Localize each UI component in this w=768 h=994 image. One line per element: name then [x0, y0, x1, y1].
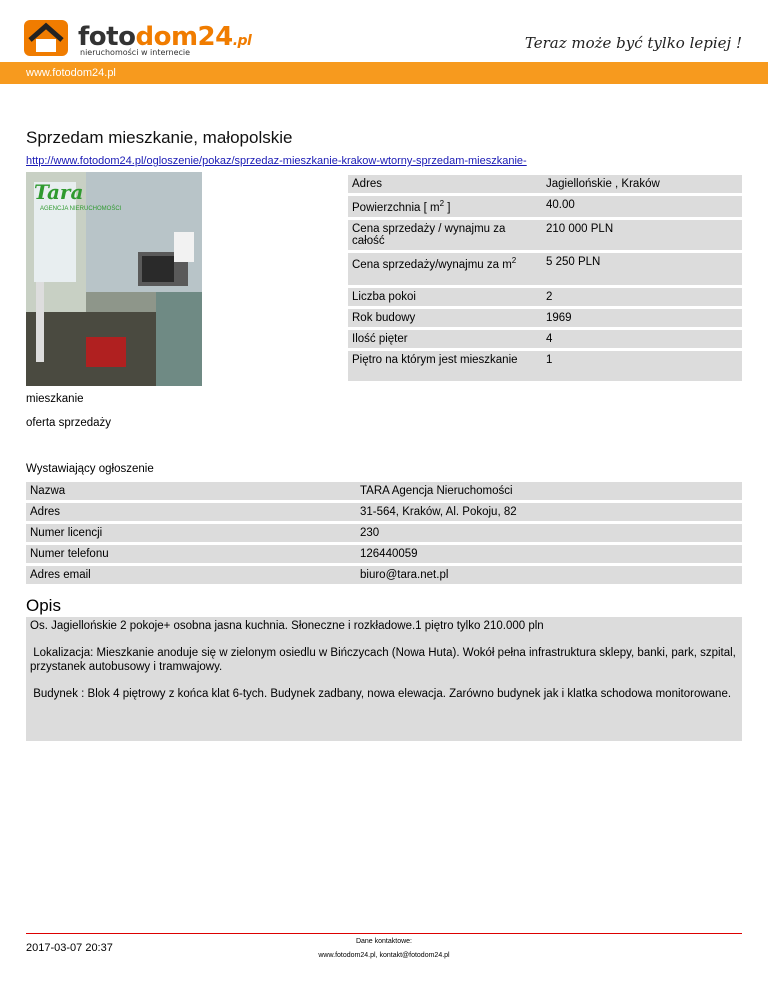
prop-label: Rok budowy — [348, 309, 542, 327]
table-row — [26, 524, 742, 542]
description-paragraph: Lokalizacja: Mieszkanie anoduje się w zielonym osiedlu w Bińczycach (Nowa Huta). Wokół pełna infrastruktura sklepy, banki, park, szpital, przystanek autobusowy i tramwajowy. — [30, 647, 740, 673]
prop-value: 4 — [542, 330, 742, 348]
photo-watermark-sub: AGENCJA NIERUCHOMOŚCI — [40, 206, 122, 212]
table-row — [26, 482, 742, 500]
table-row — [348, 175, 742, 193]
prop-label: Piętro na którym jest mieszkanie — [348, 351, 542, 381]
agent-label: Adres email — [26, 566, 356, 584]
prop-label: Powierzchnia [ $m^2$ ] — [348, 196, 542, 217]
prop-value: 2 — [542, 288, 742, 306]
table-row — [26, 566, 742, 584]
offer-type: oferta sprzedaży — [26, 417, 112, 429]
logo-wordmark: fotodom24.pl — [78, 22, 252, 52]
prop-value: 210 000 PLN — [542, 220, 742, 250]
description-heading: Opis — [26, 596, 61, 615]
description-paragraph: Os. Jagiellońskie 2 pokoje+ osobna jasna kuchnia. Słoneczne i rozkładowe.1 piętro tylko 210.000 pln — [30, 620, 544, 632]
listing-title: Sprzedam mieszkanie, małopolskie — [26, 128, 293, 147]
tagline: Teraz może być tylko lepiej ! — [524, 34, 742, 52]
agent-value: 31-564, Kraków, Al. Pokoju, 82 — [356, 503, 742, 521]
site-bar — [0, 62, 768, 84]
prop-label: Cena sprzedaży/wynajmu za $m^2$ — [348, 253, 542, 285]
prop-value: 1 — [542, 351, 742, 381]
table-row — [348, 351, 742, 381]
house-logo-icon — [24, 18, 70, 58]
prop-value: 40.00 — [542, 196, 742, 217]
table-row — [26, 545, 742, 563]
property-details-table — [348, 172, 742, 384]
description-paragraph: Budynek : Blok 4 piętrowy z końca klat 6-tych. Budynek zadbany, nowa elewacja. Zarówno budynek jak i klatka schodowa monitorowane. — [30, 688, 732, 700]
table-row — [348, 330, 742, 348]
description-box — [26, 617, 742, 741]
photo-watermark: Tara — [34, 180, 84, 204]
table-row — [348, 196, 742, 217]
table-row — [348, 288, 742, 306]
prop-label: Ilość pięter — [348, 330, 542, 348]
agent-label: Numer telefonu — [26, 545, 356, 563]
kitchen-photo-illustration — [26, 172, 202, 386]
agent-value[interactable]: 126440059 — [356, 545, 742, 563]
prop-label: Liczba pokoi — [348, 288, 542, 306]
agent-table — [26, 479, 742, 587]
prop-value: Jagiellońskie , Kraków — [542, 175, 742, 193]
prop-value: 5 250 PLN — [542, 253, 742, 285]
table-row — [348, 253, 742, 285]
footer-contact-label: Dane kontaktowe: — [355, 938, 413, 945]
page-header — [0, 0, 768, 62]
listing-url-link[interactable]: http://www.fotodom24.pl/ogloszenie/pokaz/sprzedaz-mieszkanie-krakow-wtorny-sprzedam-mieszkanie- — [26, 155, 527, 167]
prop-label: Cena sprzedaży / wynajmu za całość — [348, 220, 542, 250]
listing-photo — [26, 172, 202, 386]
agent-value: 230 — [356, 524, 742, 542]
agent-label: Adres — [26, 503, 356, 521]
prop-value: 1969 — [542, 309, 742, 327]
property-type: mieszkanie — [26, 393, 84, 405]
prop-label: Adres — [348, 175, 542, 193]
table-row — [26, 503, 742, 521]
agent-value: TARA Agencja Nieruchomości — [356, 482, 742, 500]
footer-date: 2017-03-07 20:37 — [26, 942, 113, 954]
site-url[interactable]: www.fotodom24.pl — [26, 67, 116, 79]
footer-contact: www.fotodom24.pl, kontakt@fotodom24.pl — [318, 952, 450, 959]
table-row — [348, 220, 742, 250]
agent-label: Numer licencji — [26, 524, 356, 542]
agent-heading: Wystawiający ogłoszenie — [26, 463, 154, 475]
agent-label: Nazwa — [26, 482, 356, 500]
footer-divider — [26, 933, 742, 934]
agent-value[interactable]: biuro@tara.net.pl — [356, 566, 742, 584]
logo-subtitle: nieruchomości w internecie — [80, 48, 191, 57]
table-row — [348, 309, 742, 327]
